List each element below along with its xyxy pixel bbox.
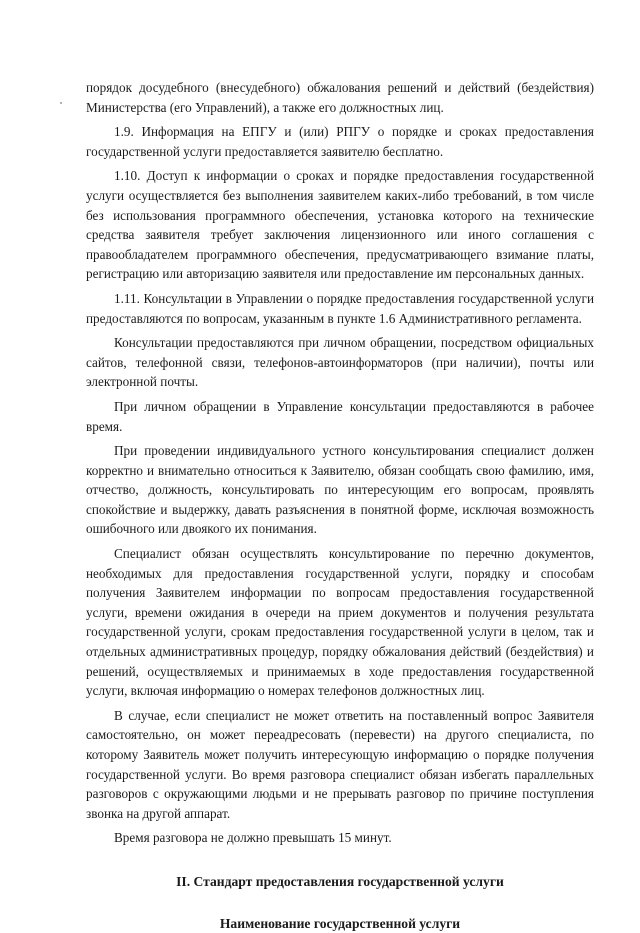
paragraph-1-10: 1.10. Доступ к информации о сроках и порядке предоставления государственной услуги осуществляется без выполнения заявителем каких-либо требований, в том числе без использования программного обеспечения, установка которого на технические средства заявителя требует заключения лицензионного или иного соглашения с правообладателем программного обеспечения, предусматривающего взимание платы, регистрацию или авторизацию заявителя или предоставление им персональных данных. (86, 168, 594, 282)
paragraph-call-duration: Время разговора не должно превышать 15 минут. (114, 830, 392, 846)
paragraph-specialist-duties: Специалист обязан осуществлять консультирование по перечню документов, необходимых для предоставления государственной услуги, порядку и способам получения Заявителем информации по вопросам предоставления государственной услуги, времени ожидания в очереди на прием документов и получения результата государственной услуги, срокам предоставления государственной услуги в целом, так и отдельных административных процедур, порядку обжалования действий (бездействия) и решений, осуществляемых и принимаемых в ходе предоставления государственной услуги, включая информацию о номерах телефонов должностных лиц. (86, 546, 594, 699)
paragraph-redirect: В случае, если специалист не может ответить на поставленный вопрос Заявителя самостоятельно, он может переадресовать (перевести) на другого специалиста, по которому Заявитель может получить интересующую информацию о порядке получения государственной услуги. Во время разговора специалист обязан избегать параллельных разговоров с окружающими людьми и не прерывать разговор по причине поступления звонка на другой аппарат. (86, 707, 594, 821)
paragraph-appeal-procedure: порядок досудебного (внесудебного) обжалования решений и действий (бездействия) Министерства (его Управлений), а также его должностных лиц. (86, 80, 594, 115)
paragraph-oral-consultation: При проведении индивидуального устного консультирования специалист должен корректно и внимательно относиться к Заявителю, обязан сообщать свою фамилию, имя, отчество, должность, консультировать по интересующим его вопросам, проявлять спокойствие и выдержку, давать разъяснения в понятной форме, исключая возможность ошибочного или двоякого их понимания. (86, 443, 594, 537)
scan-speck (60, 102, 62, 104)
subsection-heading: Наименование государственной услуги (219, 915, 461, 931)
paragraph-consultation-channels: Консультации предоставляются при личном обращении, посредством официальных сайтов, телефонной связи, телефонов-автоинформаторов (при наличии), почты или электронной почты. (86, 335, 594, 390)
document-body (86, 78, 594, 933)
paragraph-1-9: 1.9. Информация на ЕПГУ и (или) РПГУ о порядке и сроках предоставления государственной услуги предоставляется заявителю бесплатно. (86, 124, 594, 159)
section-heading: II. Стандарт предоставления государственной услуги (176, 873, 504, 889)
paragraph-1-11: 1.11. Консультации в Управлении о порядке предоставления государственной услуги предоставляются по вопросам, указанным в пункте 1.6 Административного регламента. (86, 290, 594, 326)
paragraph-personal-visit: При личном обращении в Управление консультации предоставляются в рабочее время. (86, 398, 594, 434)
